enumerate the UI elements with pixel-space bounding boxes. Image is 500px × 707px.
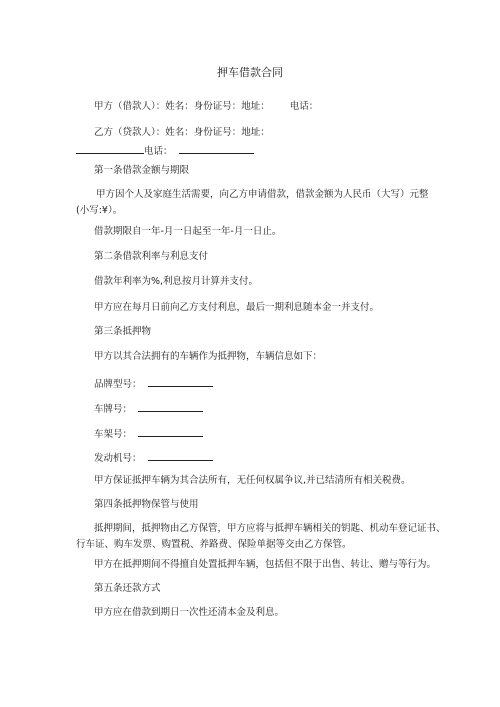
plate-line xyxy=(94,402,203,415)
section-2-heading: 第二条借款利率与利息支付 xyxy=(94,251,209,262)
section-3-heading: 第三条抵押物 xyxy=(94,326,152,337)
document-title: 押车借款合同 xyxy=(217,66,283,79)
section-4-para-2: 甲方在抵押期间不得擅自处置抵押车辆，包括但不限于出售、转让、赠与等行为。 xyxy=(94,559,437,570)
section-1-para-1a: 甲方因个人及家庭生活需要，向乙方申请借款，借款金额为人民币（大写）元整 xyxy=(96,189,429,200)
frame-blank xyxy=(138,427,203,437)
party-a-fields: 姓名：身份证号：地址： xyxy=(165,101,270,112)
frame-line xyxy=(94,427,203,440)
section-5-para-1: 甲方应在借款到期日一次性还清本金及利息。 xyxy=(94,607,285,618)
plate-blank xyxy=(138,402,203,412)
section-1-heading: 第一条借款金额与期限 xyxy=(94,165,190,176)
section-2-para-1: 借款年利率为%,利息按月计算并支付。 xyxy=(94,276,259,287)
party-a-line xyxy=(94,101,318,112)
party-b-line xyxy=(94,127,270,138)
engine-line xyxy=(94,451,213,464)
section-4-para-1a: 抵押期间，抵押物由乙方保管，甲方应将与抵押车辆相关的钥匙、机动车登记证书、 xyxy=(94,523,446,534)
section-1-para-1b: (小写:¥）。 xyxy=(76,205,123,216)
section-5-heading: 第五条还款方式 xyxy=(94,583,161,594)
engine-blank xyxy=(148,451,213,461)
plate-label: 车牌号： xyxy=(94,404,133,415)
party-b-phone-blank xyxy=(179,144,254,154)
section-1-para-2: 借款期限自一年-月一日起至一年-月一日止。 xyxy=(94,226,282,237)
section-2-para-2: 甲方应在每月日前向乙方支付利息，最后一期利息随本金一并支付。 xyxy=(94,302,380,313)
party-b-blank xyxy=(76,144,144,154)
party-b-phone-label: 电话： xyxy=(144,146,173,157)
section-4-para-1b: 行车证、购车发票、购置税、养路费、保险单据等交由乙方保管。 xyxy=(76,539,352,550)
party-a-phone-label: 电话： xyxy=(289,101,319,112)
party-b-phone-line xyxy=(76,144,254,157)
engine-label: 发动机号： xyxy=(94,453,142,464)
section-4-heading: 第四条抵押物保管与使用 xyxy=(94,499,199,510)
party-b-role: 乙方（贷款人）： xyxy=(94,127,166,138)
section-3-para-2: 甲方保证抵押车辆为其合法所有，无任何权属争议,并已结清所有相关税费。 xyxy=(94,475,411,486)
brand-model-line xyxy=(94,377,213,390)
party-a-role: 甲方（借款人）： xyxy=(94,101,166,112)
brand-model-label: 品牌型号： xyxy=(94,379,142,390)
frame-label: 车架号： xyxy=(94,429,133,440)
party-b-fields: 姓名：身份证号：地址： xyxy=(165,127,270,138)
brand-model-blank xyxy=(148,377,213,387)
section-3-para-1: 甲方以其合法拥有的车辆作为抵押物，车辆信息如下： xyxy=(94,351,323,362)
